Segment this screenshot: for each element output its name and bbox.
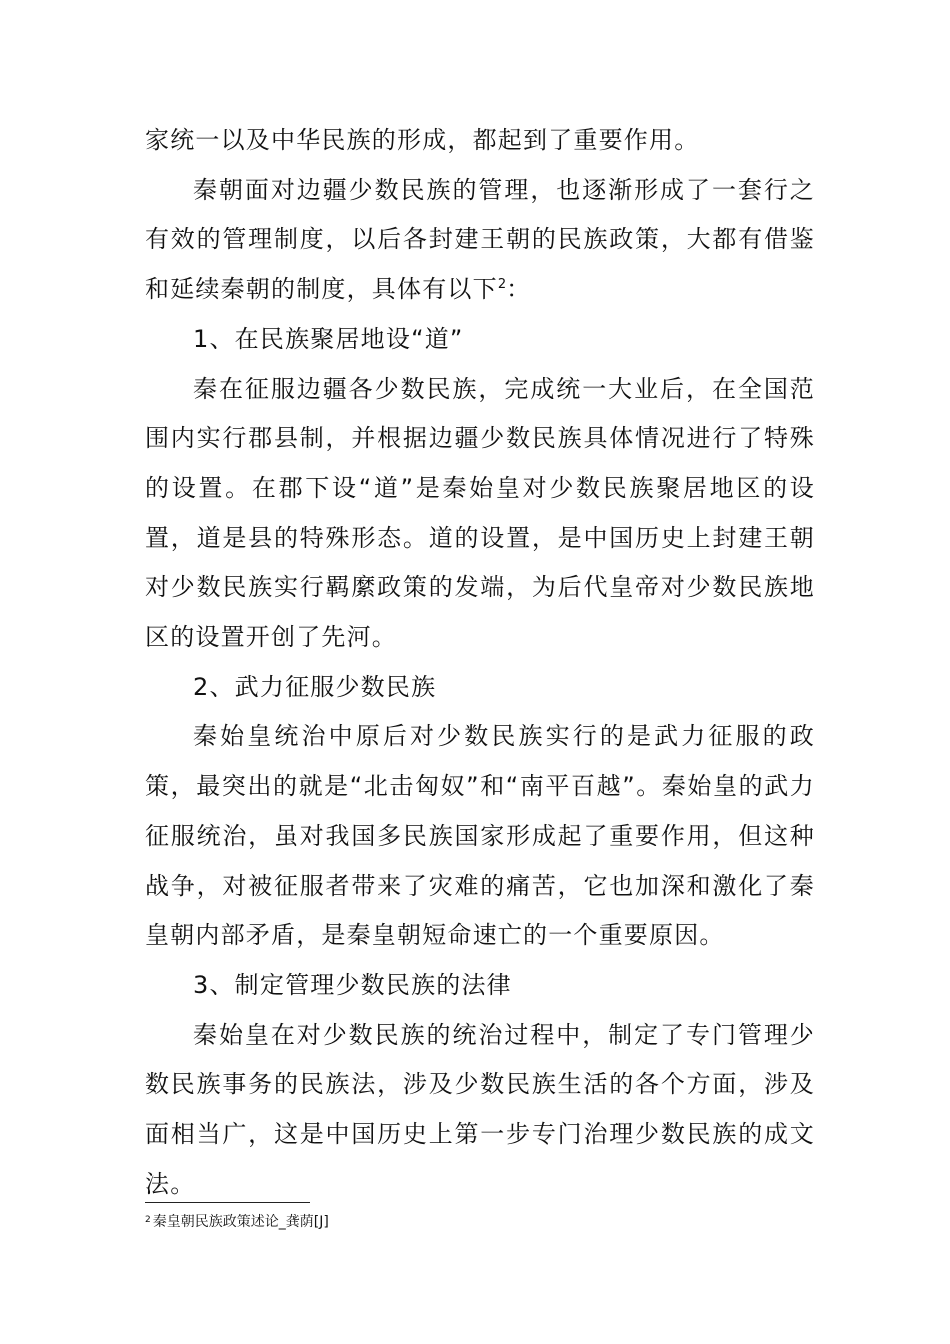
footnote-separator: [145, 1202, 310, 1203]
footnote-text: 秦皇朝民族政策述论_龚荫[J]: [152, 1214, 329, 1230]
footnote-reference[interactable]: 2: [497, 277, 507, 293]
document-body: [145, 116, 815, 1209]
section-heading: 3、制定管理少数民族的法律: [193, 970, 512, 999]
paragraph: 家统一以及中华民族的形成，都起到了重要作用。: [145, 126, 700, 154]
paragraph: 秦始皇统治中原后对少数民族实行的是武力征服的政策，最突出的就是“北击匈奴”和“南平百越”。秦始皇的武力征服统治，虽对我国多民族国家形成起了重要作用，但这种战争，对被征服者带来了灾难的痛苦，它也加深和激化了秦皇朝内部矛盾，是秦皇朝短命速亡的一个重要原因。: [145, 722, 815, 950]
paragraph: 秦始皇在对少数民族的统治过程中，制定了专门管理少数民族事务的民族法，涉及少数民族生活的各个方面，涉及面相当广，这是中国历史上第一步专门治理少数民族的成文法。: [145, 1020, 815, 1198]
footnote: [145, 1210, 329, 1232]
paragraph: 秦在征服边疆各少数民族，完成统一大业后，在全国范围内实行郡县制，并根据边疆少数民族具体情况进行了特殊的设置。在郡下设“道”是秦始皇对少数民族聚居地区的设置，道是县的特殊形态。道的设置，是中国历史上封建王朝对少数民族实行羁縻政策的发端，为后代皇帝对少数民族地区的设置开创了先河。: [145, 374, 815, 652]
section-heading: 1、在民族聚居地设“道”: [193, 324, 464, 353]
paragraph-text-tail: ：: [506, 275, 532, 304]
footnote-marker: 2: [145, 1215, 151, 1225]
paragraph: [145, 166, 815, 315]
paragraph-text: 秦朝面对边疆少数民族的管理，也逐渐形成了一套行之有效的管理制度，以后各封建王朝的民族政策，大都有借鉴和延续秦朝的制度，具体有以下: [145, 175, 815, 304]
section-heading: 2、武力征服少数民族: [193, 672, 437, 701]
